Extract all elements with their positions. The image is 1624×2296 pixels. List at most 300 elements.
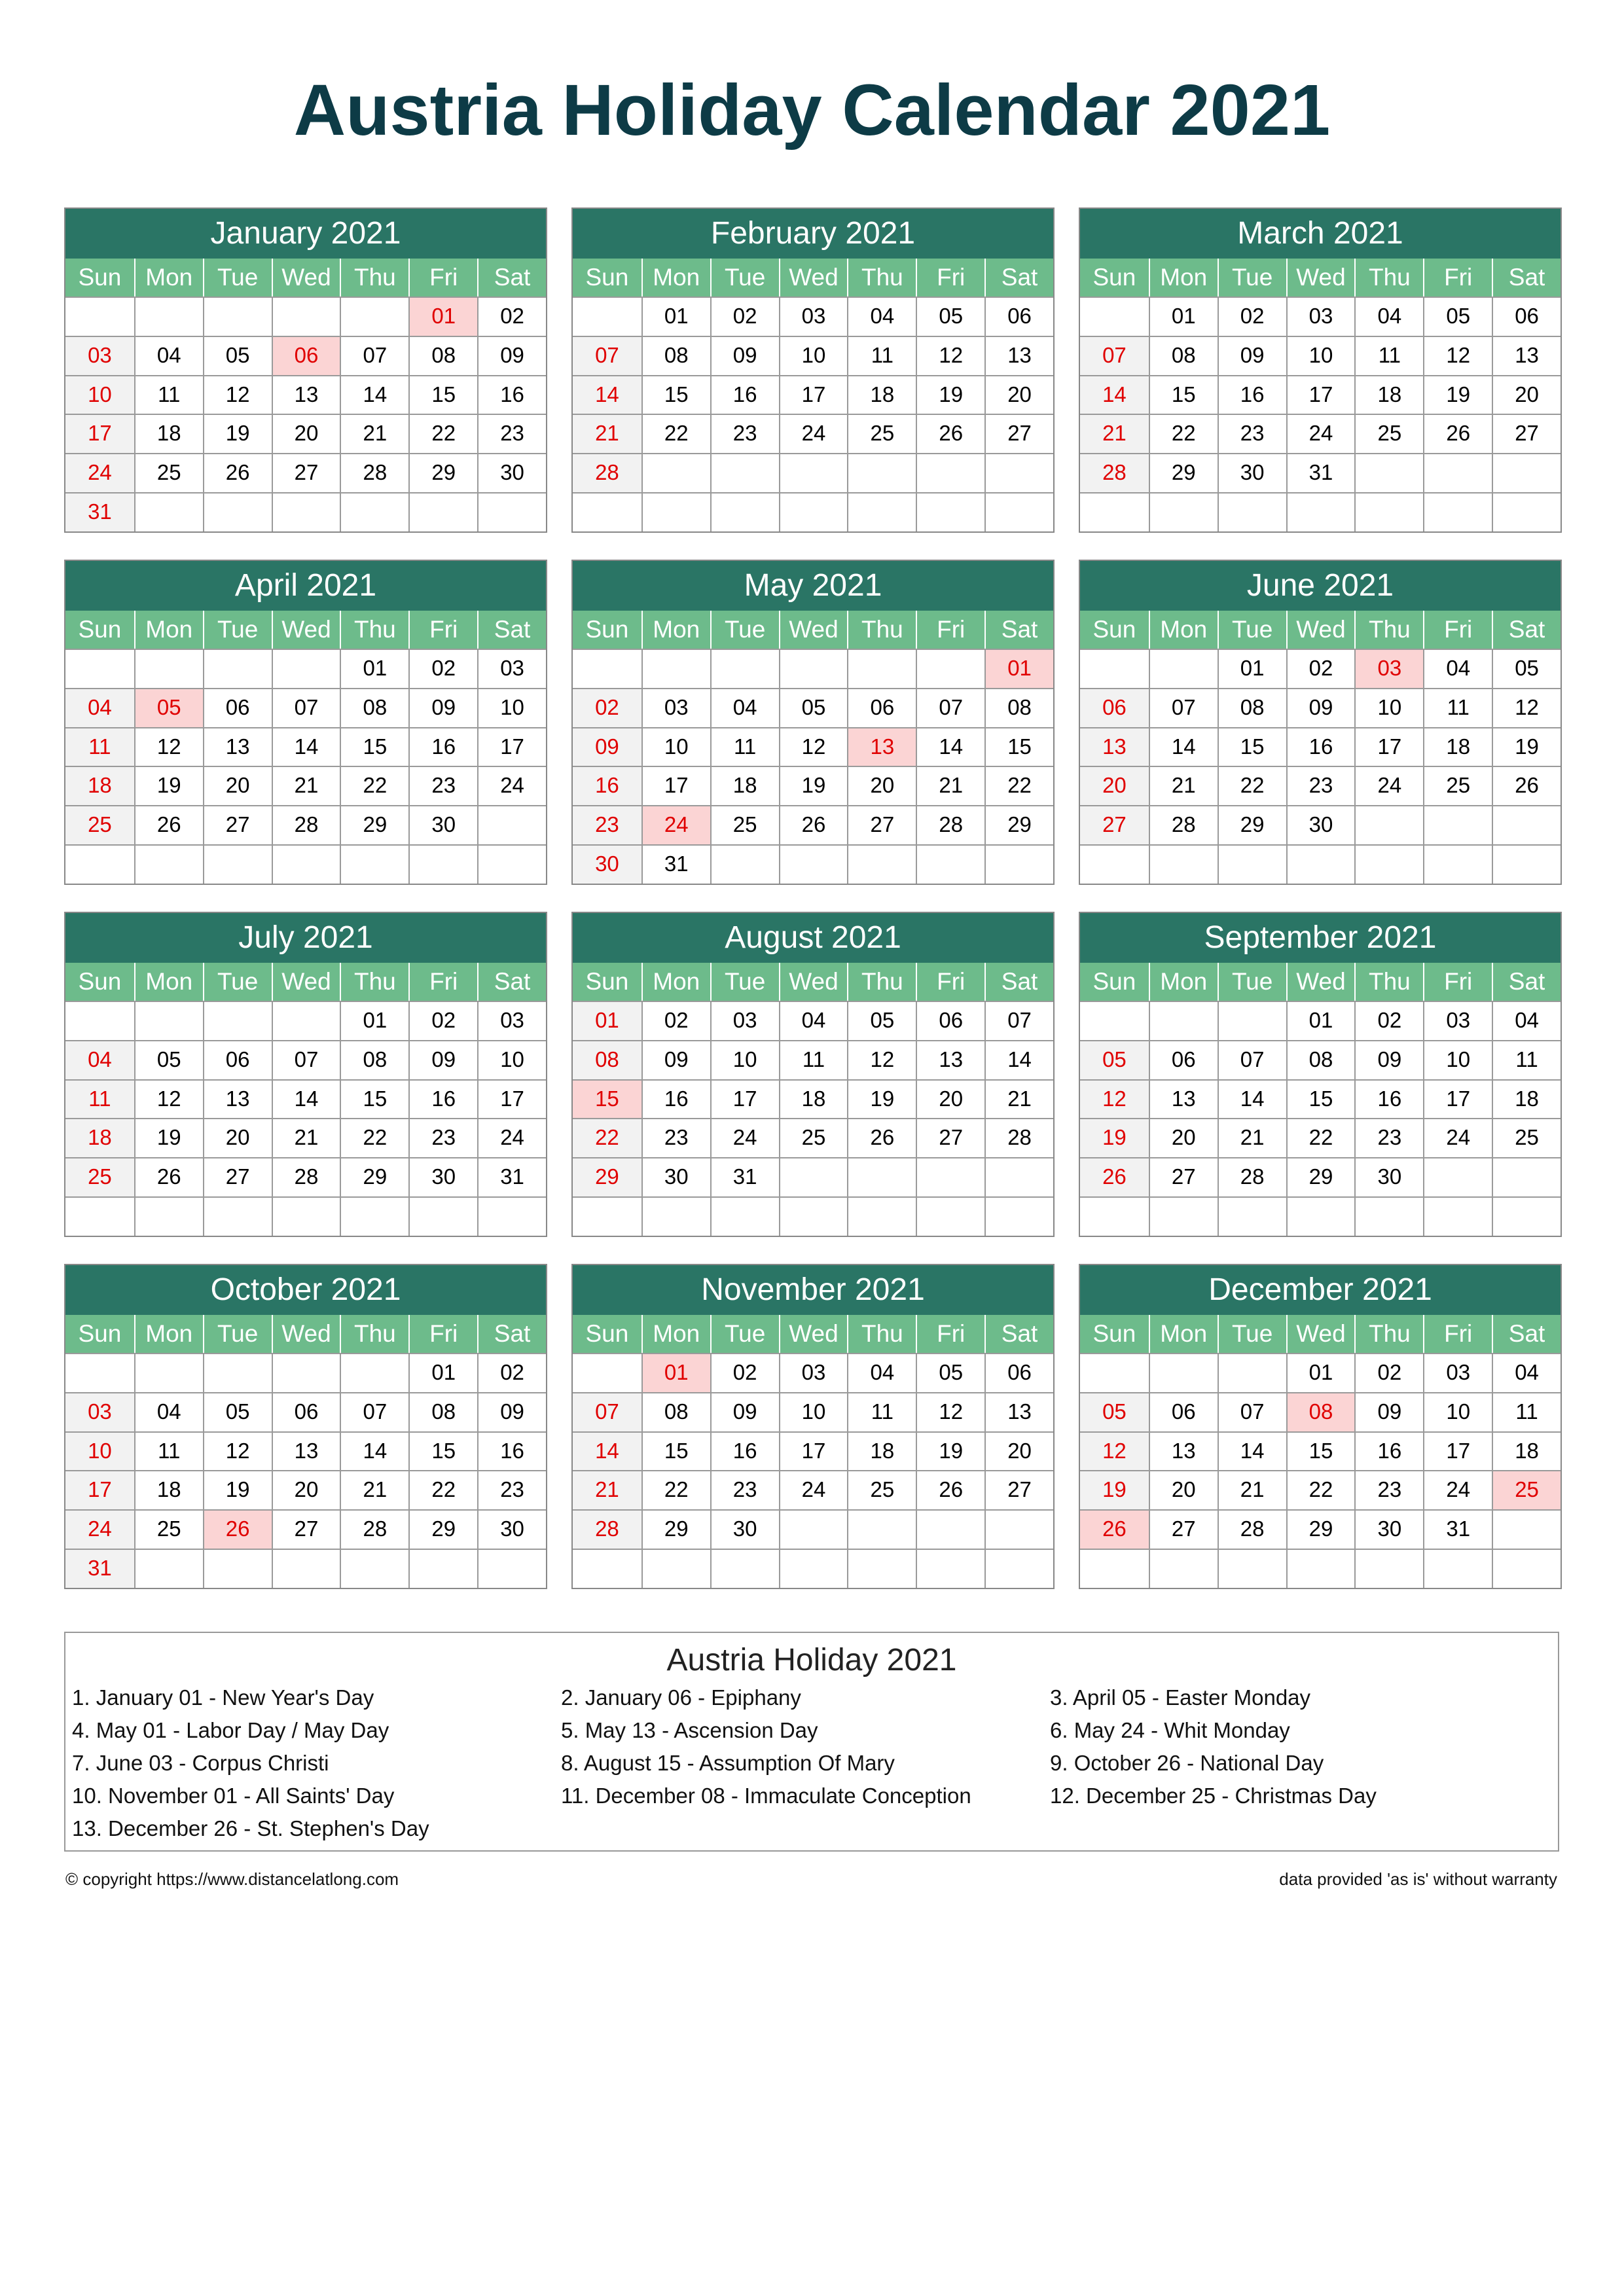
- day-cell: 21: [1080, 414, 1149, 453]
- weekday-label: Sat: [1492, 611, 1561, 649]
- day-cell: 11: [134, 375, 203, 414]
- empty-day-cell: [65, 1196, 134, 1236]
- day-cell: 05: [1080, 1392, 1149, 1431]
- empty-day-cell: [1492, 453, 1561, 492]
- day-cell: 06: [984, 1353, 1053, 1392]
- days-grid: [573, 1001, 1053, 1236]
- empty-day-cell: [916, 1509, 984, 1549]
- day-cell: 30: [408, 1157, 477, 1196]
- day-cell: 19: [916, 1431, 984, 1471]
- day-cell: 04: [65, 688, 134, 727]
- weekday-label: Tue: [1218, 1315, 1286, 1353]
- weekday-label: Sat: [984, 1315, 1053, 1353]
- day-cell: 04: [779, 1001, 848, 1040]
- empty-day-cell: [203, 1001, 272, 1040]
- holiday-item: 12. December 25 - Christmas Day: [1050, 1784, 1377, 1808]
- day-cell: 08: [1149, 336, 1218, 375]
- day-cell: 14: [1080, 375, 1149, 414]
- weekday-label: Sat: [477, 611, 546, 649]
- empty-day-cell: [641, 649, 710, 688]
- day-cell: 23: [408, 1118, 477, 1157]
- day-cell: 29: [984, 805, 1053, 844]
- empty-day-cell: [1354, 805, 1423, 844]
- day-cell: 30: [573, 844, 641, 884]
- day-cell: 23: [1286, 766, 1355, 805]
- weekday-label: Sat: [477, 963, 546, 1001]
- weekday-label: Mon: [641, 1315, 710, 1353]
- day-cell: 21: [1218, 1118, 1286, 1157]
- day-cell: 14: [340, 375, 408, 414]
- empty-day-cell: [573, 296, 641, 336]
- empty-day-cell: [65, 1353, 134, 1392]
- holiday-day-cell: 15: [573, 1079, 641, 1119]
- empty-day-cell: [1149, 1353, 1218, 1392]
- empty-day-cell: [1492, 844, 1561, 884]
- weekday-label: Wed: [1286, 259, 1355, 296]
- empty-day-cell: [1423, 1196, 1492, 1236]
- day-cell: 27: [1149, 1509, 1218, 1549]
- empty-day-cell: [779, 1509, 848, 1549]
- day-cell: 11: [1492, 1392, 1561, 1431]
- weekday-label: Sun: [78, 264, 122, 291]
- day-cell: 25: [134, 1509, 203, 1549]
- day-cell: 10: [477, 688, 546, 727]
- empty-day-cell: [272, 844, 340, 884]
- weekday-label: Mon: [134, 1315, 203, 1353]
- day-cell: 22: [984, 766, 1053, 805]
- day-cell: 16: [1354, 1079, 1423, 1119]
- holiday-item: 13. December 26 - St. Stephen's Day: [72, 1816, 429, 1840]
- day-cell: 16: [477, 1431, 546, 1471]
- day-cell: 08: [1286, 1040, 1355, 1079]
- day-cell: 09: [710, 1392, 779, 1431]
- day-cell: 07: [1218, 1392, 1286, 1431]
- day-cell: 07: [340, 1392, 408, 1431]
- day-cell: 15: [408, 375, 477, 414]
- day-cell: 07: [340, 336, 408, 375]
- empty-day-cell: [1080, 649, 1149, 688]
- day-cell: 10: [779, 1392, 848, 1431]
- empty-day-cell: [984, 453, 1053, 492]
- day-cell: 26: [134, 1157, 203, 1196]
- empty-day-cell: [272, 1001, 340, 1040]
- day-cell: 17: [779, 375, 848, 414]
- day-cell: 10: [641, 727, 710, 766]
- empty-day-cell: [408, 492, 477, 531]
- day-cell: 12: [847, 1040, 916, 1079]
- day-cell: 02: [408, 1001, 477, 1040]
- weekday-label: Sun: [585, 264, 629, 291]
- empty-day-cell: [1354, 1549, 1423, 1588]
- day-cell: 06: [1080, 688, 1149, 727]
- day-cell: 10: [1354, 688, 1423, 727]
- empty-day-cell: [641, 1549, 710, 1588]
- weekday-label: Thu: [847, 611, 916, 649]
- day-cell: 28: [272, 805, 340, 844]
- day-cell: 19: [847, 1079, 916, 1119]
- empty-day-cell: [1080, 1353, 1149, 1392]
- empty-day-cell: [573, 649, 641, 688]
- day-cell: 21: [272, 766, 340, 805]
- day-cell: 06: [1149, 1040, 1218, 1079]
- day-cell: 14: [340, 1431, 408, 1471]
- day-cell: 11: [1423, 688, 1492, 727]
- day-cell: 25: [779, 1118, 848, 1157]
- day-cell: 05: [1080, 1040, 1149, 1079]
- weekday-label: Sun: [1092, 264, 1136, 291]
- day-cell: 11: [710, 727, 779, 766]
- weekday-label: Tue: [203, 963, 272, 1001]
- empty-day-cell: [408, 1549, 477, 1588]
- day-cell: 03: [779, 1353, 848, 1392]
- day-cell: 19: [1492, 727, 1561, 766]
- day-cell: 15: [641, 1431, 710, 1471]
- day-cell: 04: [134, 1392, 203, 1431]
- weekday-header: [65, 611, 546, 649]
- day-cell: 23: [477, 414, 546, 453]
- month-calendar: [64, 207, 547, 533]
- day-cell: 28: [1218, 1157, 1286, 1196]
- empty-day-cell: [272, 649, 340, 688]
- weekday-label: Tue: [710, 259, 779, 296]
- empty-day-cell: [779, 844, 848, 884]
- month-calendar: [1079, 560, 1562, 885]
- holiday-day-cell: 05: [134, 688, 203, 727]
- day-cell: 16: [1354, 1431, 1423, 1471]
- day-cell: 22: [1286, 1118, 1355, 1157]
- day-cell: 05: [916, 1353, 984, 1392]
- empty-day-cell: [779, 1157, 848, 1196]
- empty-day-cell: [1080, 492, 1149, 531]
- day-cell: 09: [1354, 1040, 1423, 1079]
- day-cell: 06: [1149, 1392, 1218, 1431]
- day-cell: 12: [916, 1392, 984, 1431]
- day-cell: 27: [1492, 414, 1561, 453]
- day-cell: 22: [408, 1470, 477, 1509]
- weekday-label: Mon: [1149, 963, 1218, 1001]
- day-cell: 10: [65, 375, 134, 414]
- day-cell: 02: [477, 296, 546, 336]
- empty-day-cell: [340, 844, 408, 884]
- holiday-day-cell: 26: [203, 1509, 272, 1549]
- empty-day-cell: [779, 492, 848, 531]
- empty-day-cell: [1492, 1509, 1561, 1549]
- day-cell: 02: [710, 296, 779, 336]
- empty-day-cell: [710, 1196, 779, 1236]
- day-cell: 04: [1492, 1353, 1561, 1392]
- weekday-label: Wed: [1286, 963, 1355, 1001]
- day-cell: 03: [65, 336, 134, 375]
- day-cell: 17: [1423, 1431, 1492, 1471]
- day-cell: 11: [65, 1079, 134, 1119]
- day-cell: 07: [1218, 1040, 1286, 1079]
- day-cell: 11: [779, 1040, 848, 1079]
- empty-day-cell: [1423, 1157, 1492, 1196]
- day-cell: 15: [1286, 1431, 1355, 1471]
- empty-day-cell: [847, 649, 916, 688]
- day-cell: 20: [272, 1470, 340, 1509]
- weekday-label: Fri: [1423, 259, 1492, 296]
- day-cell: 07: [1149, 688, 1218, 727]
- empty-day-cell: [710, 1549, 779, 1588]
- empty-day-cell: [1286, 844, 1355, 884]
- day-cell: 03: [1286, 296, 1355, 336]
- day-cell: 22: [1218, 766, 1286, 805]
- day-cell: 13: [1149, 1079, 1218, 1119]
- weekday-label: Sun: [585, 968, 629, 995]
- day-cell: 22: [408, 414, 477, 453]
- empty-day-cell: [710, 492, 779, 531]
- weekday-header: [1080, 963, 1561, 1001]
- holiday-item: 6. May 24 - Whit Monday: [1050, 1718, 1290, 1742]
- empty-day-cell: [203, 1196, 272, 1236]
- month-calendar: [1079, 207, 1562, 533]
- weekday-label: Tue: [203, 259, 272, 296]
- days-grid: [65, 296, 546, 531]
- holiday-list: [65, 1681, 1558, 1845]
- weekday-header: [573, 963, 1053, 1001]
- empty-day-cell: [847, 1196, 916, 1236]
- day-cell: 09: [1286, 688, 1355, 727]
- day-cell: 01: [1149, 296, 1218, 336]
- day-cell: 07: [272, 688, 340, 727]
- day-cell: 21: [573, 414, 641, 453]
- empty-day-cell: [203, 296, 272, 336]
- empty-day-cell: [1080, 296, 1149, 336]
- day-cell: 17: [779, 1431, 848, 1471]
- holiday-item: 8. August 15 - Assumption Of Mary: [561, 1751, 895, 1775]
- day-cell: 12: [134, 727, 203, 766]
- weekday-label: Fri: [916, 259, 984, 296]
- day-cell: 20: [1149, 1470, 1218, 1509]
- day-cell: 03: [779, 296, 848, 336]
- empty-day-cell: [641, 492, 710, 531]
- day-cell: 14: [272, 1079, 340, 1119]
- holiday-day-cell: 01: [408, 296, 477, 336]
- empty-day-cell: [1492, 1157, 1561, 1196]
- weekday-label: Fri: [916, 611, 984, 649]
- day-cell: 21: [1218, 1470, 1286, 1509]
- weekday-label: Tue: [710, 1315, 779, 1353]
- empty-day-cell: [1492, 1549, 1561, 1588]
- day-cell: 17: [710, 1079, 779, 1119]
- empty-day-cell: [203, 649, 272, 688]
- day-cell: 09: [408, 1040, 477, 1079]
- day-cell: 24: [710, 1118, 779, 1157]
- day-cell: 19: [1080, 1118, 1149, 1157]
- weekday-label: Tue: [710, 963, 779, 1001]
- empty-day-cell: [847, 1157, 916, 1196]
- day-cell: 22: [340, 1118, 408, 1157]
- holiday-item: 5. May 13 - Ascension Day: [561, 1718, 818, 1742]
- day-cell: 25: [1354, 414, 1423, 453]
- day-cell: 08: [984, 688, 1053, 727]
- day-cell: 26: [203, 453, 272, 492]
- day-cell: 29: [1286, 1509, 1355, 1549]
- day-cell: 23: [573, 805, 641, 844]
- day-cell: 17: [1286, 375, 1355, 414]
- day-cell: 13: [1080, 727, 1149, 766]
- day-cell: 04: [1354, 296, 1423, 336]
- day-cell: 04: [710, 688, 779, 727]
- day-cell: 05: [847, 1001, 916, 1040]
- weekday-label: Tue: [1218, 259, 1286, 296]
- day-cell: 23: [477, 1470, 546, 1509]
- weekday-label: Tue: [710, 611, 779, 649]
- day-cell: 07: [573, 1392, 641, 1431]
- day-cell: 12: [1423, 336, 1492, 375]
- day-cell: 01: [408, 1353, 477, 1392]
- day-cell: 17: [477, 727, 546, 766]
- empty-day-cell: [65, 296, 134, 336]
- day-cell: 23: [710, 414, 779, 453]
- day-cell: 24: [1354, 766, 1423, 805]
- weekday-label: Wed: [779, 259, 848, 296]
- holiday-item: 4. May 01 - Labor Day / May Day: [72, 1718, 389, 1742]
- empty-day-cell: [1149, 844, 1218, 884]
- empty-day-cell: [573, 1549, 641, 1588]
- day-cell: 20: [984, 375, 1053, 414]
- day-cell: 22: [573, 1118, 641, 1157]
- empty-day-cell: [134, 296, 203, 336]
- weekday-label: Sat: [1492, 259, 1561, 296]
- day-cell: 06: [203, 1040, 272, 1079]
- days-grid: [573, 296, 1053, 531]
- month-title: January 2021: [65, 209, 546, 259]
- month-title: April 2021: [65, 561, 546, 611]
- empty-day-cell: [134, 1549, 203, 1588]
- weekday-label: Thu: [340, 963, 408, 1001]
- day-cell: 13: [916, 1040, 984, 1079]
- day-cell: 01: [340, 1001, 408, 1040]
- day-cell: 09: [710, 336, 779, 375]
- empty-day-cell: [65, 649, 134, 688]
- empty-day-cell: [779, 1549, 848, 1588]
- day-cell: 04: [1492, 1001, 1561, 1040]
- day-cell: 12: [203, 375, 272, 414]
- empty-day-cell: [340, 1549, 408, 1588]
- day-cell: 03: [65, 1392, 134, 1431]
- empty-day-cell: [1218, 1001, 1286, 1040]
- day-cell: 19: [779, 766, 848, 805]
- day-cell: 29: [1218, 805, 1286, 844]
- day-cell: 17: [65, 414, 134, 453]
- empty-day-cell: [847, 492, 916, 531]
- day-cell: 04: [65, 1040, 134, 1079]
- weekday-label: Sun: [1092, 616, 1136, 643]
- day-cell: 01: [641, 296, 710, 336]
- day-cell: 06: [272, 1392, 340, 1431]
- days-grid: [65, 649, 546, 884]
- day-cell: 13: [984, 336, 1053, 375]
- day-cell: 10: [1423, 1392, 1492, 1431]
- day-cell: 16: [641, 1079, 710, 1119]
- holiday-item: 1. January 01 - New Year's Day: [72, 1685, 374, 1710]
- day-cell: 16: [1218, 375, 1286, 414]
- day-cell: 14: [1218, 1431, 1286, 1471]
- empty-day-cell: [1218, 492, 1286, 531]
- day-cell: 30: [710, 1509, 779, 1549]
- empty-day-cell: [340, 492, 408, 531]
- month-calendar: [571, 912, 1055, 1237]
- day-cell: 08: [408, 1392, 477, 1431]
- day-cell: 30: [641, 1157, 710, 1196]
- day-cell: 05: [1492, 649, 1561, 688]
- holiday-day-cell: 24: [641, 805, 710, 844]
- day-cell: 30: [1354, 1157, 1423, 1196]
- day-cell: 13: [203, 727, 272, 766]
- day-cell: 09: [641, 1040, 710, 1079]
- empty-day-cell: [1218, 1353, 1286, 1392]
- empty-day-cell: [916, 453, 984, 492]
- empty-day-cell: [408, 844, 477, 884]
- weekday-header: [1080, 1315, 1561, 1353]
- day-cell: 27: [272, 1509, 340, 1549]
- month-title: May 2021: [573, 561, 1053, 611]
- month-calendar: [571, 207, 1055, 533]
- day-cell: 15: [1149, 375, 1218, 414]
- weekday-label: Sat: [1492, 1315, 1561, 1353]
- empty-day-cell: [916, 844, 984, 884]
- day-cell: 19: [134, 766, 203, 805]
- day-cell: 09: [1218, 336, 1286, 375]
- empty-day-cell: [1149, 1549, 1218, 1588]
- empty-day-cell: [1354, 492, 1423, 531]
- month-calendar: [64, 912, 547, 1237]
- day-cell: 21: [272, 1118, 340, 1157]
- day-cell: 05: [134, 1040, 203, 1079]
- day-cell: 22: [1286, 1470, 1355, 1509]
- day-cell: 09: [477, 336, 546, 375]
- day-cell: 18: [710, 766, 779, 805]
- day-cell: 28: [916, 805, 984, 844]
- weekday-label: Mon: [134, 611, 203, 649]
- day-cell: 21: [340, 1470, 408, 1509]
- day-cell: 22: [641, 1470, 710, 1509]
- day-cell: 03: [1423, 1001, 1492, 1040]
- weekday-label: Sun: [585, 616, 629, 643]
- day-cell: 12: [779, 727, 848, 766]
- empty-day-cell: [408, 1196, 477, 1236]
- day-cell: 11: [847, 336, 916, 375]
- month-title: December 2021: [1080, 1265, 1561, 1315]
- empty-day-cell: [1286, 492, 1355, 531]
- empty-day-cell: [916, 649, 984, 688]
- weekday-label: Fri: [916, 963, 984, 1001]
- empty-day-cell: [847, 1509, 916, 1549]
- day-cell: 28: [1149, 805, 1218, 844]
- empty-day-cell: [916, 492, 984, 531]
- day-cell: 19: [203, 414, 272, 453]
- day-cell: 10: [477, 1040, 546, 1079]
- day-cell: 04: [847, 296, 916, 336]
- day-cell: 17: [641, 766, 710, 805]
- weekday-label: Wed: [272, 1315, 340, 1353]
- day-cell: 07: [984, 1001, 1053, 1040]
- day-cell: 10: [1423, 1040, 1492, 1079]
- day-cell: 29: [408, 453, 477, 492]
- day-cell: 22: [340, 766, 408, 805]
- empty-day-cell: [477, 805, 546, 844]
- day-cell: 17: [65, 1470, 134, 1509]
- day-cell: 14: [1149, 727, 1218, 766]
- weekday-label: Tue: [1218, 611, 1286, 649]
- days-grid: [573, 1353, 1053, 1588]
- empty-day-cell: [779, 649, 848, 688]
- weekday-label: Thu: [847, 259, 916, 296]
- day-cell: 15: [1286, 1079, 1355, 1119]
- holiday-item: 7. June 03 - Corpus Christi: [72, 1751, 329, 1775]
